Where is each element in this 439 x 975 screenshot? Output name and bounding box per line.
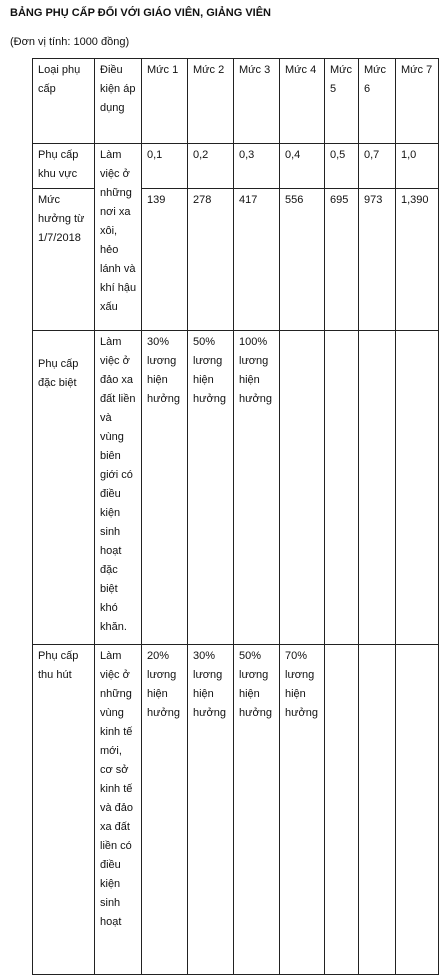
amount-value: 973 <box>359 189 396 331</box>
regional-condition: Làm việc ở những nơi xa xôi, hẻo lánh và khí hậu xấu <box>95 144 142 331</box>
regional-coef: 0,7 <box>359 144 396 189</box>
header-level-6: Mức 6 <box>359 59 396 144</box>
attraction-level <box>396 645 439 975</box>
amount-value: 1,390 <box>396 189 439 331</box>
regional-row <box>33 144 439 189</box>
attraction-row <box>33 645 439 975</box>
attraction-level: 20% lương hiện hưởng <box>142 645 188 975</box>
header-row <box>33 59 439 144</box>
regional-label: Phụ cấp khu vực <box>33 144 95 189</box>
special-level: 50% lương hiện hưởng <box>188 331 234 645</box>
header-level-4: Mức 4 <box>280 59 325 144</box>
allowance-table <box>32 58 439 975</box>
header-level-7: Mức 7 <box>396 59 439 144</box>
left-mask <box>0 735 30 960</box>
attraction-level: 30% lương hiện hưởng <box>188 645 234 975</box>
header-level-1: Mức 1 <box>142 59 188 144</box>
amount-value: 278 <box>188 189 234 331</box>
attraction-level: 70% lương hiện hưởng <box>280 645 325 975</box>
amount-label: Mức hưởng từ 1/7/2018 <box>33 189 95 331</box>
attraction-condition: Làm việc ở những vùng kinh tế mới, cơ sở kinh tế và đảo xa đất liền có điều kiện sinh hoạt <box>95 645 142 975</box>
header-level-5: Mức 5 <box>325 59 359 144</box>
regional-coef: 0,4 <box>280 144 325 189</box>
special-level <box>325 331 359 645</box>
regional-coef: 0,1 <box>142 144 188 189</box>
unit-note: (Đơn vị tính: 1000 đồng) <box>10 36 130 48</box>
regional-coef: 1,0 <box>396 144 439 189</box>
header-level-3: Mức 3 <box>234 59 280 144</box>
header-type: Loại phụ cấp <box>33 59 95 144</box>
special-level <box>359 331 396 645</box>
attraction-label: Phụ cấp thu hút <box>33 645 95 975</box>
special-condition: Làm việc ở đảo xa đất liền và vùng biên giới có điều kiện sinh hoạt đặc biệt khó khăn. <box>95 331 142 645</box>
amount-value: 139 <box>142 189 188 331</box>
doc-title: BẢNG PHỤ CẤP ĐỐI VỚI GIÁO VIÊN, GIẢNG VIÊN <box>10 7 271 19</box>
special-level: 100% lương hiện hưởng <box>234 331 280 645</box>
regional-coef: 0,2 <box>188 144 234 189</box>
attraction-level: 50% lương hiện hưởng <box>234 645 280 975</box>
amount-value: 556 <box>280 189 325 331</box>
attraction-level <box>359 645 396 975</box>
special-row <box>33 331 439 645</box>
attraction-level <box>325 645 359 975</box>
header-condition: Điều kiện áp dụng <box>95 59 142 144</box>
special-level <box>280 331 325 645</box>
regional-coef: 0,5 <box>325 144 359 189</box>
regional-coef: 0,3 <box>234 144 280 189</box>
amount-row <box>33 189 439 331</box>
special-label: Phụ cấp đặc biệt <box>33 331 95 645</box>
amount-value: 417 <box>234 189 280 331</box>
header-level-2: Mức 2 <box>188 59 234 144</box>
special-level: 30% lương hiện hưởng <box>142 331 188 645</box>
amount-value: 695 <box>325 189 359 331</box>
special-level <box>396 331 439 645</box>
